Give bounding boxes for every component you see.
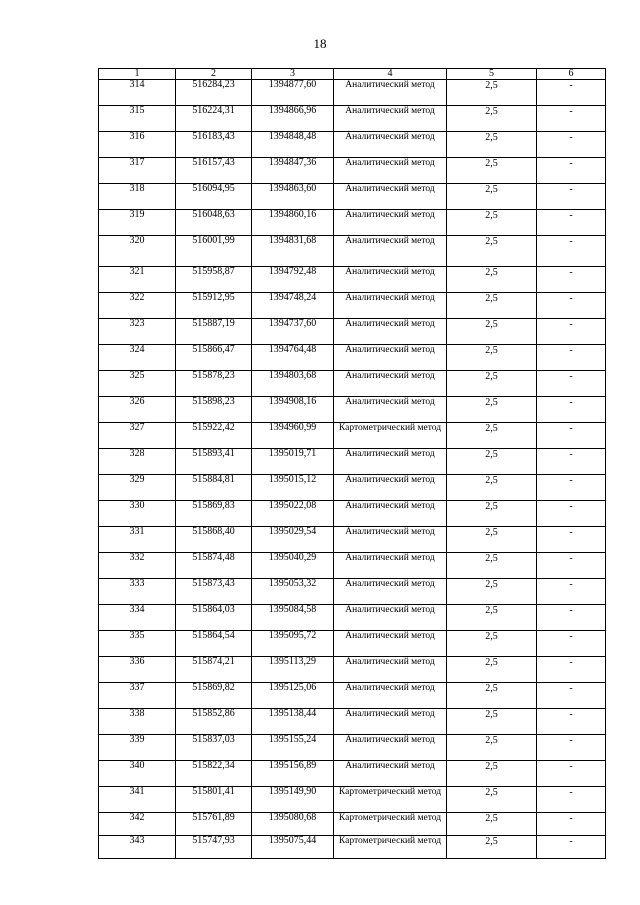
method-label: Аналитический метод xyxy=(345,293,435,303)
table-cell-col5: 2,5 xyxy=(447,501,537,527)
table-cell-col3: 1395149,90 xyxy=(252,787,334,813)
method-label: Аналитический метод xyxy=(345,579,435,589)
method-label: Аналитический метод xyxy=(345,236,435,246)
table-cell-col1: 319 xyxy=(99,210,176,236)
table-cell-col6: - xyxy=(537,631,606,657)
table-cell-col1: 341 xyxy=(99,787,176,813)
table-cell-col2: 515878,23 xyxy=(176,371,252,397)
table-cell-col3: 1395155,24 xyxy=(252,735,334,761)
table-row xyxy=(99,132,606,158)
table-row xyxy=(99,293,606,319)
table-cell-col5: 2,5 xyxy=(447,527,537,553)
table-cell-col4 xyxy=(334,709,447,735)
table-cell-col4 xyxy=(334,80,447,106)
table-cell-col2: 515869,83 xyxy=(176,501,252,527)
table-cell-col6: - xyxy=(537,683,606,709)
method-label: Картометрический метод xyxy=(338,836,442,846)
table-cell-col2: 515873,43 xyxy=(176,579,252,605)
table-cell-col3: 1394748,24 xyxy=(252,293,334,319)
table-cell-col1: 343 xyxy=(99,836,176,859)
table-cell-col4 xyxy=(334,267,447,293)
table-cell-col1: 335 xyxy=(99,631,176,657)
table-cell-col6: - xyxy=(537,787,606,813)
table-cell-col5: 2,5 xyxy=(447,449,537,475)
table-cell-col5: 2,5 xyxy=(447,657,537,683)
table-row xyxy=(99,579,606,605)
table-cell-col5: 2,5 xyxy=(447,475,537,501)
table-cell-col1: 318 xyxy=(99,184,176,210)
table-cell-col4 xyxy=(334,210,447,236)
method-label: Аналитический метод xyxy=(345,709,435,719)
table-cell-col6: - xyxy=(537,132,606,158)
table-cell-col3: 1395040,29 xyxy=(252,553,334,579)
table-cell-col4 xyxy=(334,475,447,501)
table-cell-col3: 1395113,29 xyxy=(252,657,334,683)
column-header-3: 3 xyxy=(252,69,334,80)
table-cell-col1: 328 xyxy=(99,449,176,475)
table-cell-col5: 2,5 xyxy=(447,210,537,236)
table-row xyxy=(99,553,606,579)
table-cell-col4 xyxy=(334,735,447,761)
table-row xyxy=(99,735,606,761)
table-cell-col2: 516183,43 xyxy=(176,132,252,158)
table-cell-col6: - xyxy=(537,106,606,132)
table-cell-col2: 516001,99 xyxy=(176,236,252,267)
table-cell-col6: - xyxy=(537,319,606,345)
table-body xyxy=(99,80,606,859)
table-cell-col6: - xyxy=(537,761,606,787)
table-cell-col2: 516048,63 xyxy=(176,210,252,236)
table-cell-col1: 336 xyxy=(99,657,176,683)
table-cell-col6: - xyxy=(537,735,606,761)
table-row xyxy=(99,657,606,683)
table-cell-col1: 324 xyxy=(99,345,176,371)
table-row xyxy=(99,527,606,553)
table-cell-col2: 515864,03 xyxy=(176,605,252,631)
table-cell-col5: 2,5 xyxy=(447,80,537,106)
table-cell-col3: 1394877,60 xyxy=(252,80,334,106)
table-row xyxy=(99,345,606,371)
method-label: Аналитический метод xyxy=(345,501,435,511)
table-cell-col4 xyxy=(334,106,447,132)
table-cell-col3: 1395019,71 xyxy=(252,449,334,475)
table-row xyxy=(99,787,606,813)
coordinates-table xyxy=(98,68,606,859)
table-cell-col5: 2,5 xyxy=(447,787,537,813)
table-cell-col1: 338 xyxy=(99,709,176,735)
table-cell-col6: - xyxy=(537,184,606,210)
table-cell-col2: 515898,23 xyxy=(176,397,252,423)
method-label: Аналитический метод xyxy=(345,761,435,771)
table-cell-col4 xyxy=(334,527,447,553)
column-header-2: 2 xyxy=(176,69,252,80)
table-cell-col3: 1395080,68 xyxy=(252,813,334,836)
table-cell-col5: 2,5 xyxy=(447,106,537,132)
table-cell-col5: 2,5 xyxy=(447,605,537,631)
table-cell-col5: 2,5 xyxy=(447,683,537,709)
method-label: Аналитический метод xyxy=(345,210,435,220)
table-cell-col1: 333 xyxy=(99,579,176,605)
table-cell-col3: 1395022,08 xyxy=(252,501,334,527)
table-row xyxy=(99,158,606,184)
table-cell-col4 xyxy=(334,836,447,859)
table-cell-col1: 320 xyxy=(99,236,176,267)
table-cell-col3: 1395156,89 xyxy=(252,761,334,787)
table-cell-col4 xyxy=(334,158,447,184)
table-cell-col2: 515837,03 xyxy=(176,735,252,761)
table-cell-col1: 334 xyxy=(99,605,176,631)
method-label: Аналитический метод xyxy=(345,371,435,381)
table-cell-col3: 1394831,68 xyxy=(252,236,334,267)
table-row xyxy=(99,184,606,210)
table-row xyxy=(99,605,606,631)
table-row xyxy=(99,836,606,859)
table-cell-col3: 1394908,16 xyxy=(252,397,334,423)
method-label: Аналитический метод xyxy=(345,319,435,329)
table-cell-col1: 330 xyxy=(99,501,176,527)
table-cell-col3: 1394737,60 xyxy=(252,319,334,345)
table-row xyxy=(99,106,606,132)
method-label: Картометрический метод xyxy=(338,423,442,433)
table-cell-col3: 1395029,54 xyxy=(252,527,334,553)
table-cell-col3: 1395075,44 xyxy=(252,836,334,859)
table-cell-col6: - xyxy=(537,501,606,527)
table-cell-col5: 2,5 xyxy=(447,236,537,267)
table-cell-col3: 1394803,68 xyxy=(252,371,334,397)
table-cell-col3: 1395084,58 xyxy=(252,605,334,631)
table-cell-col6: - xyxy=(537,345,606,371)
method-label: Аналитический метод xyxy=(345,657,435,667)
table-cell-col4 xyxy=(334,787,447,813)
table-cell-col4 xyxy=(334,501,447,527)
table-cell-col5: 2,5 xyxy=(447,709,537,735)
table-cell-col2: 515866,47 xyxy=(176,345,252,371)
table-cell-col2: 515761,89 xyxy=(176,813,252,836)
table-cell-col4 xyxy=(334,449,447,475)
table-row xyxy=(99,709,606,735)
table-cell-col3: 1394860,16 xyxy=(252,210,334,236)
table-cell-col3: 1395125,06 xyxy=(252,683,334,709)
table-cell-col4 xyxy=(334,345,447,371)
table-cell-col2: 515874,48 xyxy=(176,553,252,579)
table-header-row xyxy=(99,69,606,80)
table-row xyxy=(99,319,606,345)
table-cell-col4 xyxy=(334,579,447,605)
table-cell-col6: - xyxy=(537,579,606,605)
table-cell-col4 xyxy=(334,631,447,657)
table-cell-col6: - xyxy=(537,657,606,683)
table-cell-col5: 2,5 xyxy=(447,813,537,836)
method-label: Аналитический метод xyxy=(345,132,435,142)
table-cell-col4 xyxy=(334,553,447,579)
table-cell-col5: 2,5 xyxy=(447,631,537,657)
table-cell-col1: 329 xyxy=(99,475,176,501)
table-cell-col5: 2,5 xyxy=(447,371,537,397)
table-cell-col1: 325 xyxy=(99,371,176,397)
table-cell-col2: 515958,87 xyxy=(176,267,252,293)
table-cell-col1: 315 xyxy=(99,106,176,132)
table-cell-col5: 2,5 xyxy=(447,293,537,319)
method-label: Картометрический метод xyxy=(338,813,442,823)
table-cell-col3: 1395138,44 xyxy=(252,709,334,735)
method-label: Аналитический метод xyxy=(345,80,435,90)
table-cell-col4 xyxy=(334,319,447,345)
table-row xyxy=(99,267,606,293)
table-cell-col1: 339 xyxy=(99,735,176,761)
table-cell-col4 xyxy=(334,657,447,683)
table-cell-col5: 2,5 xyxy=(447,423,537,449)
method-label: Аналитический метод xyxy=(345,345,435,355)
table-cell-col4 xyxy=(334,605,447,631)
table-cell-col6: - xyxy=(537,553,606,579)
table-cell-col3: 1395015,12 xyxy=(252,475,334,501)
table-cell-col5: 2,5 xyxy=(447,158,537,184)
table-cell-col5: 2,5 xyxy=(447,132,537,158)
table-cell-col5: 2,5 xyxy=(447,836,537,859)
table-cell-col6: - xyxy=(537,527,606,553)
table-cell-col1: 331 xyxy=(99,527,176,553)
table-cell-col5: 2,5 xyxy=(447,761,537,787)
column-header-6: 6 xyxy=(537,69,606,80)
table-cell-col6: - xyxy=(537,449,606,475)
table-cell-col3: 1394764,48 xyxy=(252,345,334,371)
table-cell-col5: 2,5 xyxy=(447,345,537,371)
table-cell-col1: 314 xyxy=(99,80,176,106)
table-cell-col1: 337 xyxy=(99,683,176,709)
table-row xyxy=(99,371,606,397)
table-cell-col3: 1395053,32 xyxy=(252,579,334,605)
method-label: Аналитический метод xyxy=(345,106,435,116)
table-cell-col2: 516094,95 xyxy=(176,184,252,210)
method-label: Аналитический метод xyxy=(345,267,435,277)
method-label: Аналитический метод xyxy=(345,553,435,563)
table-cell-col4 xyxy=(334,683,447,709)
table-cell-col5: 2,5 xyxy=(447,553,537,579)
table-cell-col6: - xyxy=(537,236,606,267)
table-cell-col2: 515801,41 xyxy=(176,787,252,813)
method-label: Аналитический метод xyxy=(345,397,435,407)
table-cell-col6: - xyxy=(537,709,606,735)
table-cell-col2: 515912,95 xyxy=(176,293,252,319)
table-cell-col1: 317 xyxy=(99,158,176,184)
table-cell-col6: - xyxy=(537,423,606,449)
table-cell-col6: - xyxy=(537,371,606,397)
table-cell-col2: 515884,81 xyxy=(176,475,252,501)
method-label: Аналитический метод xyxy=(345,475,435,485)
method-label: Аналитический метод xyxy=(345,527,435,537)
table-row xyxy=(99,210,606,236)
method-label: Аналитический метод xyxy=(345,158,435,168)
table-cell-col4 xyxy=(334,293,447,319)
table-cell-col2: 515864,54 xyxy=(176,631,252,657)
method-label: Картометрический метод xyxy=(338,787,442,797)
table-row xyxy=(99,80,606,106)
table-row xyxy=(99,475,606,501)
method-label: Аналитический метод xyxy=(345,735,435,745)
method-label: Аналитический метод xyxy=(345,631,435,641)
method-label: Аналитический метод xyxy=(345,683,435,693)
table-cell-col4 xyxy=(334,184,447,210)
table-cell-col1: 316 xyxy=(99,132,176,158)
table-row xyxy=(99,236,606,267)
table-cell-col1: 342 xyxy=(99,813,176,836)
table-cell-col2: 515869,82 xyxy=(176,683,252,709)
table-cell-col1: 326 xyxy=(99,397,176,423)
table-cell-col3: 1394847,36 xyxy=(252,158,334,184)
table-row xyxy=(99,813,606,836)
table-cell-col2: 515852,86 xyxy=(176,709,252,735)
table-cell-col6: - xyxy=(537,475,606,501)
table-cell-col2: 516224,31 xyxy=(176,106,252,132)
table-cell-col1: 323 xyxy=(99,319,176,345)
table-cell-col2: 515922,42 xyxy=(176,423,252,449)
table-cell-col6: - xyxy=(537,605,606,631)
table-cell-col6: - xyxy=(537,158,606,184)
table-cell-col5: 2,5 xyxy=(447,267,537,293)
column-header-4: 4 xyxy=(334,69,447,80)
table-cell-col5: 2,5 xyxy=(447,735,537,761)
table-cell-col6: - xyxy=(537,80,606,106)
table-row xyxy=(99,761,606,787)
table-row xyxy=(99,683,606,709)
table-row xyxy=(99,397,606,423)
method-label: Аналитический метод xyxy=(345,605,435,615)
table-cell-col3: 1394866,96 xyxy=(252,106,334,132)
table-cell-col4 xyxy=(334,132,447,158)
table-cell-col6: - xyxy=(537,293,606,319)
table-cell-col4 xyxy=(334,397,447,423)
table-cell-col2: 515874,21 xyxy=(176,657,252,683)
method-label: Аналитический метод xyxy=(345,184,435,194)
table-row xyxy=(99,501,606,527)
table-cell-col5: 2,5 xyxy=(447,397,537,423)
table-cell-col3: 1395095,72 xyxy=(252,631,334,657)
table-cell-col6: - xyxy=(537,267,606,293)
table-cell-col3: 1394848,48 xyxy=(252,132,334,158)
table-cell-col5: 2,5 xyxy=(447,579,537,605)
method-label: Аналитический метод xyxy=(345,449,435,459)
column-header-5: 5 xyxy=(447,69,537,80)
table-cell-col4 xyxy=(334,236,447,267)
table-cell-col6: - xyxy=(537,397,606,423)
table-cell-col4 xyxy=(334,371,447,397)
table-cell-col3: 1394792,48 xyxy=(252,267,334,293)
table-cell-col2: 515893,41 xyxy=(176,449,252,475)
table-row xyxy=(99,423,606,449)
table-cell-col2: 515868,40 xyxy=(176,527,252,553)
table-cell-col4 xyxy=(334,761,447,787)
table-cell-col2: 515822,34 xyxy=(176,761,252,787)
table-cell-col1: 321 xyxy=(99,267,176,293)
table-cell-col1: 322 xyxy=(99,293,176,319)
table-cell-col2: 516157,43 xyxy=(176,158,252,184)
page-number: 18 xyxy=(313,36,327,51)
table-cell-col6: - xyxy=(537,813,606,836)
table-cell-col1: 327 xyxy=(99,423,176,449)
table-cell-col3: 1394960,99 xyxy=(252,423,334,449)
column-header-1: 1 xyxy=(99,69,176,80)
table-cell-col6: - xyxy=(537,210,606,236)
table-cell-col5: 2,5 xyxy=(447,184,537,210)
table-row xyxy=(99,631,606,657)
table-cell-col4 xyxy=(334,813,447,836)
table-cell-col4 xyxy=(334,423,447,449)
table-cell-col6: - xyxy=(537,836,606,859)
table-cell-col1: 332 xyxy=(99,553,176,579)
table-cell-col1: 340 xyxy=(99,761,176,787)
table-row xyxy=(99,449,606,475)
table-cell-col2: 516284,23 xyxy=(176,80,252,106)
table-cell-col2: 515887,19 xyxy=(176,319,252,345)
table-cell-col3: 1394863,60 xyxy=(252,184,334,210)
table-cell-col2: 515747,93 xyxy=(176,836,252,859)
table-cell-col5: 2,5 xyxy=(447,319,537,345)
